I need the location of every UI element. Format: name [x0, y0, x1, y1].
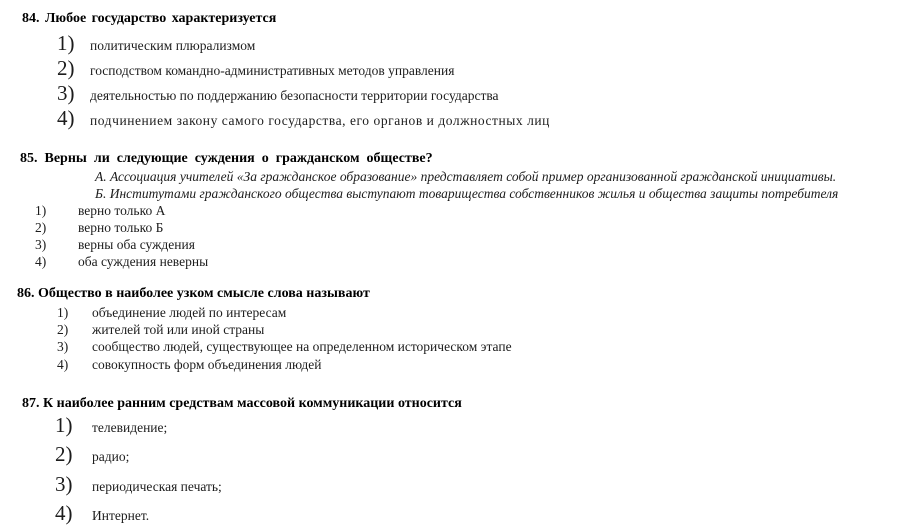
option-row: [55, 471, 921, 501]
option-row: [57, 107, 921, 132]
option-row: [55, 441, 921, 471]
option-row: [57, 338, 921, 355]
option-row: [35, 236, 921, 253]
question-block-86: [0, 286, 921, 373]
option-number: 4): [35, 254, 47, 269]
question-block-87: [0, 396, 921, 530]
option-text: верно только Б: [78, 220, 164, 235]
option-number: 3): [55, 471, 73, 496]
option-number: 1): [57, 305, 69, 320]
option-row: [57, 32, 921, 57]
option-text: политическим плюрализмом: [90, 38, 256, 53]
option-row: [35, 253, 921, 270]
question-87-title: 87. К наиболее ранним средствам массовой коммуникации относится: [22, 395, 462, 411]
option-number: 2): [57, 56, 75, 80]
option-text: верно только А: [78, 203, 166, 218]
option-text: господством командно-административных методов управления: [90, 63, 455, 78]
option-row: [57, 82, 921, 107]
option-number: 3): [57, 339, 69, 355]
option-row: [35, 202, 921, 219]
option-text: подчинением закону самого государства, его органов и должностных лиц: [90, 113, 550, 128]
option-text: Интернет.: [92, 508, 150, 524]
option-number: 3): [57, 81, 75, 105]
option-number: 2): [55, 442, 73, 467]
statement-a: А. Ассоциация учителей «За гражданское образование» представляет собой пример организованной гражданской инициативы.: [95, 169, 837, 184]
option-row: [57, 321, 921, 338]
question-85-title: 85. Верны ли следующие суждения о гражданском обществе?: [20, 151, 433, 166]
option-row: [57, 356, 921, 373]
option-number: 4): [57, 356, 69, 372]
option-number: 1): [55, 412, 73, 437]
option-number: 4): [55, 501, 73, 526]
option-row: [57, 304, 921, 321]
option-row: [57, 57, 921, 82]
question-block-85: [0, 151, 921, 270]
question-84-title: 84. Любое государство характеризуется: [22, 11, 277, 26]
option-row: [35, 219, 921, 236]
statement-b: Б. Институтами гражданского общества выступают товарищества собственников жилья и общества защиты потребителя: [95, 185, 839, 201]
option-text: совокупность форм объединения людей: [92, 356, 322, 372]
question-block-84: [0, 11, 921, 132]
option-text: деятельностью по поддержанию безопасности территории государства: [90, 88, 499, 103]
option-text: телевидение;: [92, 419, 168, 435]
option-row: [55, 500, 921, 530]
option-number: 4): [57, 106, 75, 130]
option-text: оба суждения неверны: [78, 254, 209, 269]
option-text: радио;: [92, 449, 130, 465]
option-text: жителей той или иной страны: [92, 322, 265, 338]
option-text: периодическая печать;: [92, 478, 222, 494]
option-number: 2): [35, 220, 47, 235]
question-86-title: 86. Общество в наиболее узком смысле слова называют: [17, 286, 370, 301]
option-row: [55, 412, 921, 442]
option-text: верны оба суждения: [78, 237, 195, 252]
option-number: 1): [35, 203, 47, 218]
option-text: объединение людей по интересам: [92, 305, 287, 320]
option-number: 2): [57, 322, 69, 338]
option-number: 3): [35, 237, 47, 252]
option-text: сообщество людей, существующее на определенном историческом этапе: [92, 339, 512, 355]
option-number: 1): [57, 31, 75, 55]
